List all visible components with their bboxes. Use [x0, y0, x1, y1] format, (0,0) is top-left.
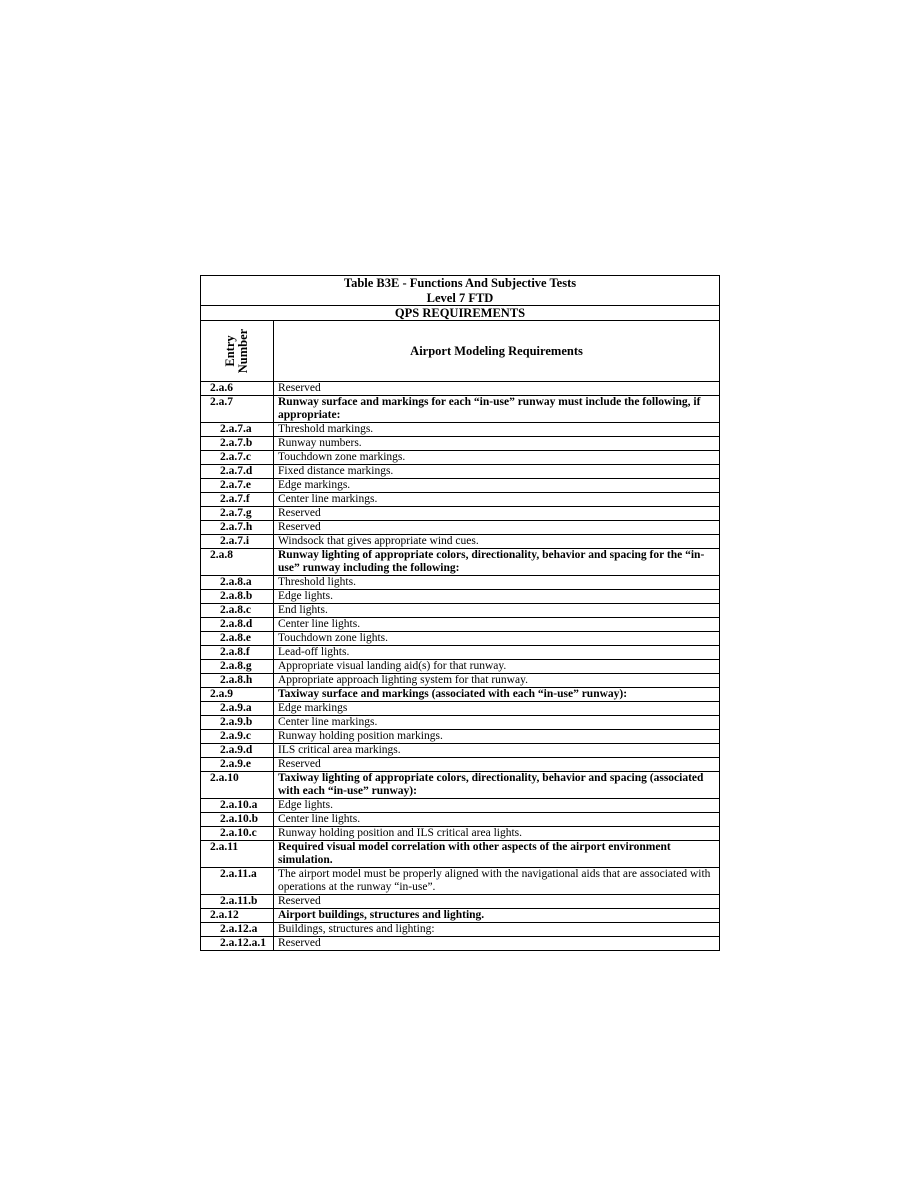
- table-row: [201, 799, 720, 813]
- requirement-text-cell: Center line markings.: [274, 493, 720, 507]
- table-row: [201, 396, 720, 423]
- entry-number-cell: 2.a.11: [201, 841, 274, 868]
- requirement-text-cell: Center line markings.: [274, 716, 720, 730]
- entry-number-cell: 2.a.7.f: [201, 493, 274, 507]
- requirement-text-cell: Airport buildings, structures and lighting.: [274, 909, 720, 923]
- requirement-text-cell: The airport model must be properly aligned with the navigational aids that are associated with operations at the runway “in-use”.: [274, 868, 720, 895]
- requirement-text-cell: Reserved: [274, 507, 720, 521]
- requirement-text-cell: Reserved: [274, 521, 720, 535]
- entry-number-cell: 2.a.7.a: [201, 423, 274, 437]
- entry-number-cell: 2.a.10: [201, 772, 274, 799]
- table-row: [201, 590, 720, 604]
- table-row: [201, 688, 720, 702]
- entry-number-cell: 2.a.8.b: [201, 590, 274, 604]
- entry-number-cell: 2.a.8.a: [201, 576, 274, 590]
- requirement-text-cell: Runway surface and markings for each “in-use” runway must include the following, if appropriate:: [274, 396, 720, 423]
- column-header-row: [201, 321, 720, 382]
- entry-number-cell: 2.a.8.g: [201, 660, 274, 674]
- table-row: [201, 618, 720, 632]
- entry-number-cell: 2.a.8.h: [201, 674, 274, 688]
- table-title-row: [201, 276, 720, 306]
- section-title: QPS REQUIREMENTS: [201, 306, 720, 321]
- requirement-text-cell: ILS critical area markings.: [274, 744, 720, 758]
- entry-number-cell: 2.a.12.a.1: [201, 937, 274, 951]
- requirement-text-cell: Appropriate approach lighting system for that runway.: [274, 674, 720, 688]
- table-row: [201, 772, 720, 799]
- table-row: [201, 604, 720, 618]
- requirement-text-cell: Threshold lights.: [274, 576, 720, 590]
- requirement-text-cell: Touchdown zone markings.: [274, 451, 720, 465]
- entry-header-line-1: Entry: [223, 335, 237, 367]
- entry-number-cell: 2.a.7: [201, 396, 274, 423]
- entry-number-cell: 2.a.11.a: [201, 868, 274, 895]
- requirement-text-cell: Reserved: [274, 937, 720, 951]
- table-row: [201, 937, 720, 951]
- table-row: [201, 895, 720, 909]
- entry-header-line-2: Number: [236, 328, 250, 374]
- requirement-text-cell: Taxiway surface and markings (associated with each “in-use” runway):: [274, 688, 720, 702]
- entry-number-cell: 2.a.8.d: [201, 618, 274, 632]
- table-row: [201, 841, 720, 868]
- requirement-text-cell: Touchdown zone lights.: [274, 632, 720, 646]
- table-row: [201, 827, 720, 841]
- requirement-text-cell: Windsock that gives appropriate wind cues.: [274, 535, 720, 549]
- table-row: [201, 479, 720, 493]
- entry-number-cell: 2.a.9.d: [201, 744, 274, 758]
- requirement-text-cell: Edge markings: [274, 702, 720, 716]
- table-row: [201, 493, 720, 507]
- requirement-text-cell: End lights.: [274, 604, 720, 618]
- table-row: [201, 576, 720, 590]
- requirement-text-cell: Threshold markings.: [274, 423, 720, 437]
- entry-number-cell: 2.a.9.a: [201, 702, 274, 716]
- table-row: [201, 451, 720, 465]
- table-row: [201, 382, 720, 396]
- table-row: [201, 716, 720, 730]
- entry-number-cell: 2.a.9.e: [201, 758, 274, 772]
- requirement-text-cell: Edge markings.: [274, 479, 720, 493]
- table-row: [201, 423, 720, 437]
- entry-number-cell: 2.a.6: [201, 382, 274, 396]
- entry-number-cell: 2.a.9.c: [201, 730, 274, 744]
- table-row: [201, 813, 720, 827]
- requirement-text-cell: Lead-off lights.: [274, 646, 720, 660]
- entry-number-header-label: [224, 329, 250, 373]
- requirement-text-cell: Appropriate visual landing aid(s) for that runway.: [274, 660, 720, 674]
- table-row: [201, 923, 720, 937]
- entry-number-cell: 2.a.8.c: [201, 604, 274, 618]
- entry-number-cell: 2.a.8.f: [201, 646, 274, 660]
- table-row: [201, 535, 720, 549]
- table-row: [201, 758, 720, 772]
- requirement-text-cell: Runway lighting of appropriate colors, directionality, behavior and spacing for the “in-use” runway including the following:: [274, 549, 720, 576]
- requirement-text-cell: Center line lights.: [274, 618, 720, 632]
- entry-number-cell: 2.a.7.d: [201, 465, 274, 479]
- section-title-row: [201, 306, 720, 321]
- entry-number-cell: 2.a.9.b: [201, 716, 274, 730]
- entry-number-cell: 2.a.8.e: [201, 632, 274, 646]
- requirement-text-cell: Edge lights.: [274, 590, 720, 604]
- entry-number-cell: 2.a.7.b: [201, 437, 274, 451]
- requirement-text-cell: Reserved: [274, 895, 720, 909]
- requirement-text-cell: Runway holding position and ILS critical area lights.: [274, 827, 720, 841]
- requirement-text-cell: Reserved: [274, 382, 720, 396]
- entry-number-cell: 2.a.7.e: [201, 479, 274, 493]
- requirement-text-cell: Required visual model correlation with other aspects of the airport environment simulation.: [274, 841, 720, 868]
- requirement-text-cell: Edge lights.: [274, 799, 720, 813]
- entry-number-cell: 2.a.12: [201, 909, 274, 923]
- entry-number-cell: 2.a.10.a: [201, 799, 274, 813]
- table-row: [201, 646, 720, 660]
- requirement-text-cell: Center line lights.: [274, 813, 720, 827]
- table-row: [201, 437, 720, 451]
- table-row: [201, 702, 720, 716]
- requirements-table: [200, 275, 720, 951]
- requirement-text-cell: Buildings, structures and lighting:: [274, 923, 720, 937]
- table-row: [201, 744, 720, 758]
- entry-number-cell: 2.a.12.a: [201, 923, 274, 937]
- entry-number-cell: 2.a.7.c: [201, 451, 274, 465]
- table-row: [201, 632, 720, 646]
- entry-number-cell: 2.a.9: [201, 688, 274, 702]
- entry-number-cell: 2.a.7.g: [201, 507, 274, 521]
- entry-number-cell: 2.a.10.b: [201, 813, 274, 827]
- table-row: [201, 507, 720, 521]
- table-title-line-2: Level 7 FTD: [426, 290, 494, 305]
- table-title: [201, 276, 720, 306]
- table-row: [201, 521, 720, 535]
- table-row: [201, 730, 720, 744]
- entry-number-header: [201, 321, 274, 382]
- requirement-text-cell: Runway numbers.: [274, 437, 720, 451]
- table-row: [201, 660, 720, 674]
- requirement-text-cell: Fixed distance markings.: [274, 465, 720, 479]
- entry-number-cell: 2.a.7.h: [201, 521, 274, 535]
- requirement-text-cell: Taxiway lighting of appropriate colors, directionality, behavior and spacing (associated with each “in-use” runway):: [274, 772, 720, 799]
- table-row: [201, 909, 720, 923]
- description-header: Airport Modeling Requirements: [274, 321, 720, 382]
- requirement-text-cell: Reserved: [274, 758, 720, 772]
- table-row: [201, 674, 720, 688]
- entry-number-cell: 2.a.10.c: [201, 827, 274, 841]
- table-title-line-1: Table B3E - Functions And Subjective Tests: [343, 276, 577, 290]
- table-row: [201, 465, 720, 479]
- requirement-text-cell: Runway holding position markings.: [274, 730, 720, 744]
- table-row: [201, 868, 720, 895]
- table-row: [201, 549, 720, 576]
- entry-number-cell: 2.a.8: [201, 549, 274, 576]
- entry-number-cell: 2.a.11.b: [201, 895, 274, 909]
- entry-number-cell: 2.a.7.i: [201, 535, 274, 549]
